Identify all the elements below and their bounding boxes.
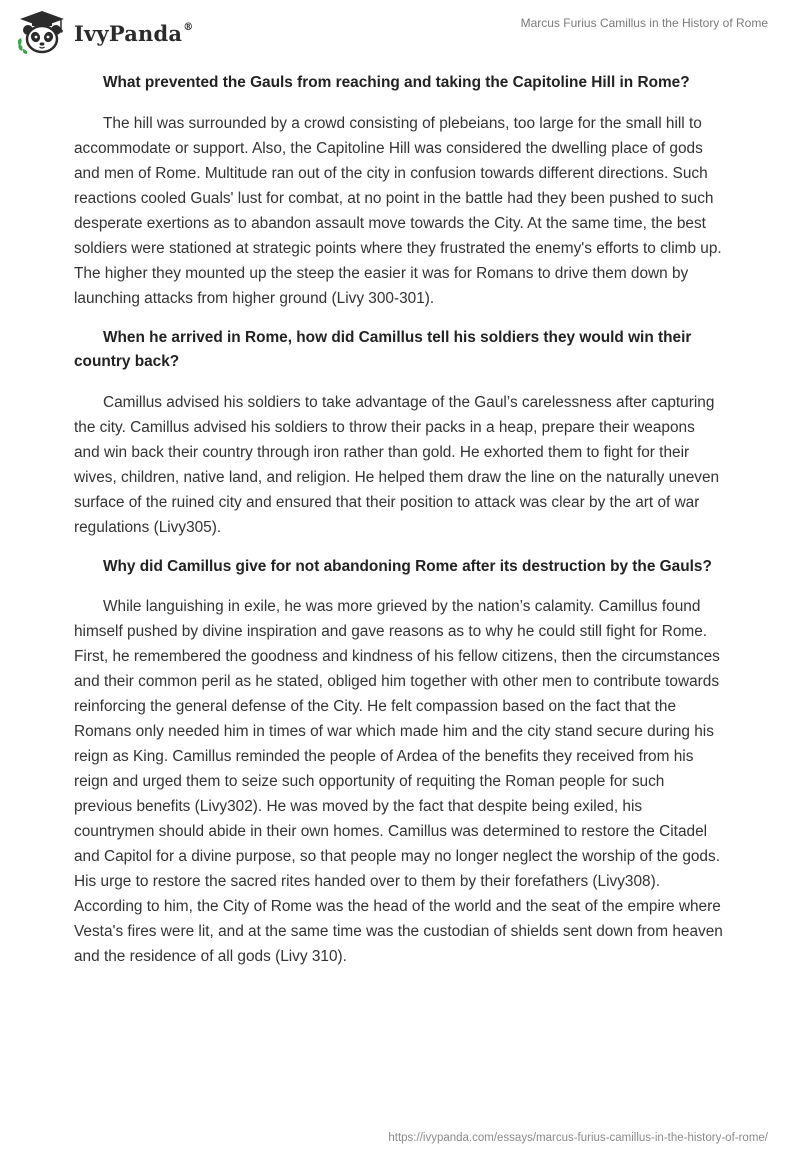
question-heading: Why did Camillus give for not abandoning Rome after its destruction by the Gauls? bbox=[103, 557, 712, 575]
source-url[interactable]: https://ivypanda.com/essays/marcus-furius-camillus-in-the-history-of-rome/ bbox=[388, 1132, 768, 1144]
answer-paragraph: The hill was surrounded by a crowd consisting of plebeians, too large for the small hill to accommodate or support. Also, the Capitoline Hill was considered the dwelling place of gods and men of Rome. Multitude ran out of the city in confusion towards different directions. Such reactions cooled Guals' lust for combat, at no point in the battle had they been pushed to such desperate exertions as to abandon assault move towards the City. At the same time, the best soldiers were stationed at strategic points where they frustrated the enemy's efforts to climb up. The higher they mounted up the steep the easier it was for Romans to drive them down by launching attacks from higher ground (Livy 300-301). bbox=[74, 114, 722, 307]
registered-mark: ® bbox=[183, 21, 194, 33]
answer-paragraph: While languishing in exile, he was more grieved by the nation’s calamity. Camillus found himself pushed by divine inspiration and gave reasons as to why he could still fight for Rome. First, he remembered the goodness and kindness of his fellow citizens, then the circumstances and their common peril as he stated, obliged him together with other men to contribute towards reinforcing the general defense of the City. He felt compassion based on the fact that the Romans only needed him in times of war which made him and the city stand secure during his reign as King. Camillus reminded the people of Ardea of the benefits they received from his reign and urged them to seize such opportunity of requiting the Roman people for such previous benefits (Livy302). He was moved by the fact that despite being exiled, his countrymen should abide in their own homes. Camillus was determined to restore the Citadel and Capitol for a divine purpose, so that people may no longer neglect the worship of the gods. His urge to restore the sacred rites handed over to them by their forefathers (Livy308). According to him, the City of Rome was the head of the world and the seat of the empire where Vesta's fires were lit, and at the same time was the custodian of shields sent down from heaven and the residence of all gods (Livy 310). bbox=[74, 598, 723, 966]
running-title: Marcus Furius Camillus in the History of Rome bbox=[520, 16, 768, 30]
page-header bbox=[0, 0, 800, 64]
question-heading: What prevented the Gauls from reaching and taking the Capitoline Hill in Rome? bbox=[103, 74, 690, 91]
answer-paragraph: Camillus advised his soldiers to take advantage of the Gaul’s carelessness after capturing the city. Camillus advised his soldiers to throw their packs in a heap, prepare their weapons and win back their country through iron rather than gold. He exhorted them to fight for their wives, children, native land, and religion. He helped them draw the line on the naturally uneven surface of the ruined city and ensured that their position to attack was clear by the art of war regulations (Livy305). bbox=[74, 393, 720, 536]
question-heading: When he arrived in Rome, how did Camillus tell his soldiers they would win their country back? bbox=[74, 328, 692, 371]
logo-wordmark: IvyPanda® bbox=[74, 20, 194, 46]
panda-graduate-icon bbox=[14, 8, 70, 56]
ivypanda-logo[interactable] bbox=[14, 8, 193, 56]
essay-body bbox=[74, 71, 724, 984]
